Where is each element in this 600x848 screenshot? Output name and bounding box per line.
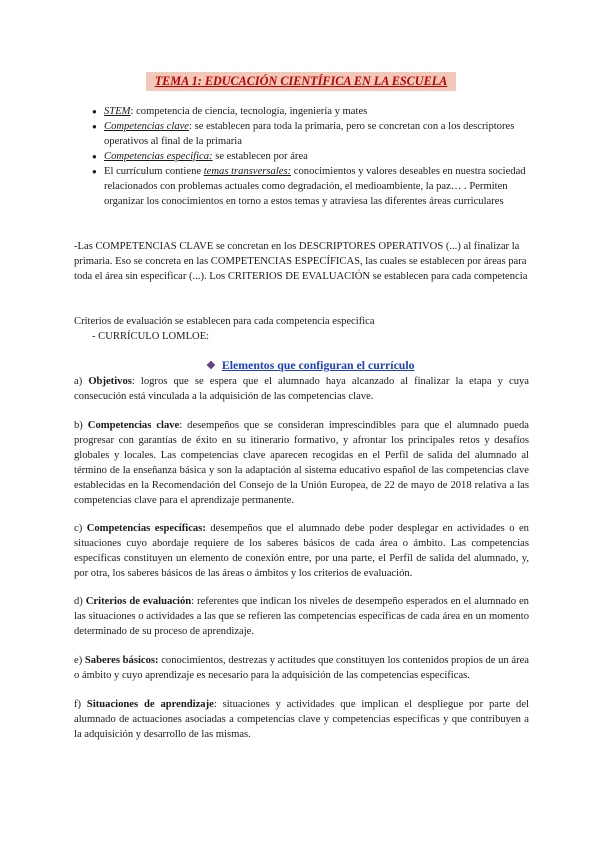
- item-text: conocimientos, destrezas y actitudes que constituyen los contenidos propios de un área o ámbito y cuyo aprendizaje es necesario para la adquisición de las competencias específicas.: [74, 655, 530, 681]
- item-term: Criterios de evaluación: [85, 596, 192, 607]
- item-term: Objetivos: [88, 376, 132, 387]
- term-stem: STEM: [104, 106, 131, 117]
- list-item: [92, 164, 532, 209]
- list-item: [92, 104, 532, 119]
- paragraph-criterios: Criterios de evaluación se establecen para cada competencia especifica: [74, 316, 375, 327]
- section-heading-link[interactable]: Elementos que configuran el currículo: [221, 358, 415, 372]
- item-text: : situaciones y actividades que implican el despliegue por parte del alumnado de actuaciones asociadas a competencias clave y competencias específicas y que contribuyen a la adquisición y desarrollo de las mismas.: [74, 699, 529, 740]
- diamond-bullet-icon: ❖: [206, 360, 216, 372]
- item-text: : referentes que indican los niveles de desempeño esperados en el alumnado en las situaciones o actividades a las que se refieren las competencias específicas de cada área en un momento determinado de su proceso de aprendizaje.: [74, 596, 529, 637]
- item-criterios-evaluacion: [74, 594, 529, 639]
- item-term: Saberes básicos:: [84, 655, 159, 666]
- item-competencias-clave: [74, 418, 529, 508]
- item-term: Situaciones de aprendizaje: [86, 699, 214, 710]
- bullet-list: [92, 104, 532, 209]
- list-item: [92, 119, 532, 149]
- item-situaciones-aprendizaje: [74, 697, 529, 742]
- list-item: [92, 149, 532, 164]
- term-competencias-clave: Competencias clave: [104, 121, 190, 132]
- bullet-text: conocimientos y valores deseables en nuestra sociedad relacionados con problemas actuales como degradación, el medioambiente, la paz… . Permiten organizar los conocimientos en torno a estos temas y atraviesa las diferentes áreas curriculares: [104, 166, 526, 207]
- item-competencias-especificas: [74, 521, 529, 581]
- term-temas-transversales: temas transversales:: [203, 166, 292, 177]
- bullet-text: : competencia de ciencia, tecnología, ingeniería y mates: [130, 106, 368, 117]
- term-competencias-especifica: Competencias especifica:: [104, 151, 213, 162]
- item-saberes-basicos: [74, 653, 529, 683]
- item-prefix: c): [74, 523, 87, 534]
- item-prefix: e): [74, 655, 85, 666]
- item-prefix: d): [74, 596, 86, 607]
- section-heading: [206, 358, 415, 374]
- bullet-text: se establecen por área: [212, 151, 308, 162]
- item-prefix: a): [74, 376, 89, 387]
- item-objetivos: [74, 374, 529, 404]
- bullet-lead: El currículum contiene: [104, 166, 204, 177]
- paragraph-competencias: -Las COMPETENCIAS CLAVE se concretan en los DESCRIPTORES OPERATIVOS (...) al finalizar la primaria. Eso se concreta en las COMPETENCIAS ESPECÍFICAS, las cuales se establecen por áreas para toda el área sin especificar (...). Los CRITERIOS DE EVALUACIÓN se establecen para cada competencia: [74, 241, 528, 282]
- item-text: desempeños que el alumnado debe poder desplegar en actividades o en situaciones cuyo abordaje requiere de los saberes básicos de cada área o ámbito. Las competencias específicas constituyen un elemento de conexión entre, por una parte, el Perfil de salida del alumnado, y, por otra, los saberes básicos de las áreas o ámbitos y los criterios de evaluación.: [74, 523, 529, 579]
- page-title: TEMA 1: EDUCACIÓN CIENTÍFICA EN LA ESCUELA: [146, 72, 456, 91]
- bullet-text: : se establecen para toda la primaria, pero se concretan con a los descriptores operativos al final de la primaria: [104, 121, 515, 147]
- item-text: : desempeños que se consideran imprescindibles para que el alumnado pueda progresar con garantías de éxito en su itinerario formativo, y afrontar los principales retos y desafíos globales y locales. Las competencias clave aparecen recogidas en el Perfil de salida del alumnado al término de la enseñanza básica y son la adaptación al sistema educativo español de las competencias clave establecidas en la Recomendación del Consejo de la Unión Europea, de 22 de mayo de 2018 relativa a las competencias clave para el aprendizaje permanente.: [74, 420, 529, 506]
- item-prefix: f): [74, 699, 87, 710]
- item-term: Competencias clave: [87, 420, 180, 431]
- item-term: Competencias específicas:: [86, 523, 206, 534]
- item-prefix: b): [74, 420, 88, 431]
- dash-item-curriculo: - CURRÍCULO LOMLOE:: [92, 331, 210, 342]
- item-text: : logros que se espera que el alumnado haya alcanzado al finalizar la etapa y cuya consecución está vinculada a la adquisición de las competencias clave.: [74, 376, 529, 402]
